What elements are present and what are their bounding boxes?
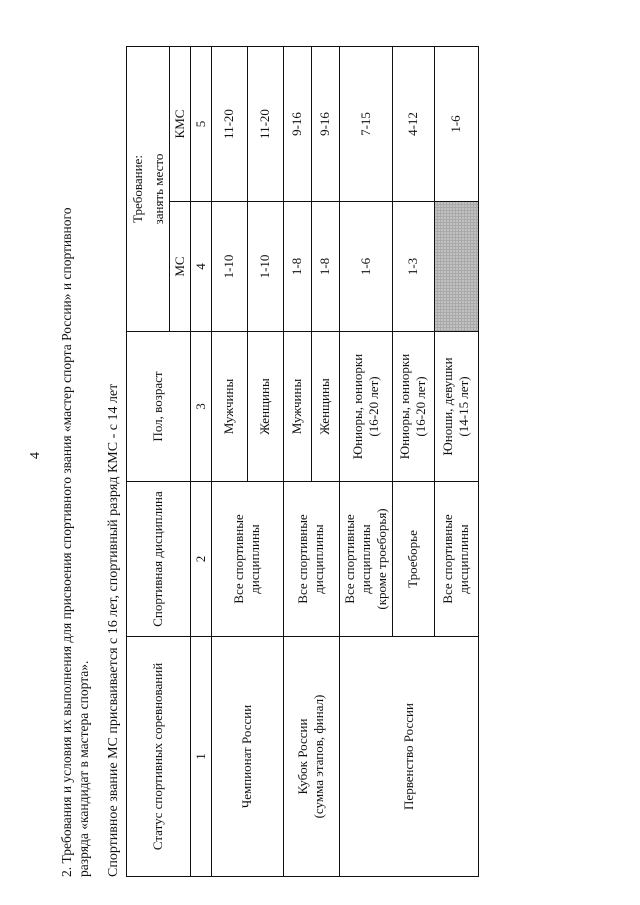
gender-championship-men: Мужчины (211, 332, 247, 482)
intro-paragraph (58, 17, 92, 877)
ms-first-3-shaded (434, 202, 478, 332)
gender-cup-women: Женщины (311, 332, 339, 482)
discipline-first-3-line-2: дисциплины (456, 524, 471, 594)
gender-first-2-line-2: (16-20 лет) (413, 376, 428, 437)
discipline-cup: Все спортивные дисциплины (283, 482, 339, 637)
discipline-championship: Все спортивные дисциплины (211, 482, 283, 637)
kms-championship-women: 11-20 (247, 47, 283, 202)
status-championship: Чемпионат России (211, 637, 283, 877)
gender-first-1-line-1: Юниоры, юниорки (349, 353, 365, 460)
ms-first-2: 1-3 (392, 202, 434, 332)
discipline-first-1-line-2: дисциплины (357, 524, 373, 594)
intro-line-2: разряда «кандидат в мастера спорта». (76, 660, 91, 877)
col-number-4: 4 (190, 202, 211, 332)
gender-first-3 (434, 332, 478, 482)
header-kms: КМС (169, 47, 190, 202)
gender-championship-women: Женщины (247, 332, 283, 482)
status-cup (283, 637, 339, 877)
ms-cup-men: 1-8 (283, 202, 311, 332)
table-row (211, 47, 247, 877)
status-first: Первенство России (339, 637, 478, 877)
header-requirement: Требование: (127, 47, 149, 332)
gender-first-3-line-1: Юноши, девушки (440, 357, 455, 456)
col-number-3: 3 (190, 332, 211, 482)
ms-championship-men: 1-10 (211, 202, 247, 332)
ms-first-1: 1-6 (339, 202, 392, 332)
header-gender-age: Пол, возраст (127, 332, 191, 482)
discipline-first-3-line-1: Все спортивные (440, 514, 455, 604)
requirements-table (126, 46, 479, 877)
col-number-5: 5 (190, 47, 211, 202)
gender-first-2 (392, 332, 434, 482)
header-ms: МС (169, 202, 190, 332)
gender-first-3-line-2: (14-15 лет) (456, 376, 471, 437)
header-place: занять место (149, 47, 170, 332)
gender-first-2-line-1: Юниоры, юниорки (397, 353, 412, 460)
discipline-first-2: Троеборье (392, 482, 434, 637)
kms-championship-men: 11-20 (211, 47, 247, 202)
intro-line-1: 2. Требования и условия их выполнения для присвоения спортивного звания «мастер спорта России» и спортивного (59, 207, 74, 877)
kms-cup-men: 9-16 (283, 47, 311, 202)
kms-cup-women: 9-16 (311, 47, 339, 202)
discipline-first-1-line-3: (кроме троеборья) (373, 508, 389, 610)
header-row-1 (127, 47, 149, 877)
discipline-first-3 (434, 482, 478, 637)
kms-first-1: 7-15 (339, 47, 392, 202)
header-status: Статус спортивных соревнований (127, 637, 191, 877)
status-cup-line-2: (сумма этапов, финал) (311, 694, 326, 819)
ms-championship-women: 1-10 (247, 202, 283, 332)
table-row (339, 47, 392, 877)
col-number-2: 2 (190, 482, 211, 637)
header-discipline: Спортивная дисциплина (127, 482, 191, 637)
discipline-first-1 (339, 482, 392, 637)
gender-first-1 (339, 332, 392, 482)
col-number-1: 1 (190, 637, 211, 877)
gender-cup-men: Мужчины (283, 332, 311, 482)
gender-first-1-line-2: (16-20 лет) (365, 376, 381, 437)
kms-first-3: 1-6 (434, 47, 478, 202)
table-row (283, 47, 311, 877)
table-caption: Спортивное звание МС присваивается с 16 лет, спортивный разряд КМС - с 14 лет (106, 383, 121, 877)
ms-cup-women: 1-8 (311, 202, 339, 332)
discipline-first-1-line-1: Все спортивные (341, 514, 357, 604)
page-number: 4 (28, 452, 43, 459)
kms-first-2: 4-12 (392, 47, 434, 202)
status-cup-line-1: Кубок России (295, 718, 310, 795)
column-numbers-row (190, 47, 211, 877)
